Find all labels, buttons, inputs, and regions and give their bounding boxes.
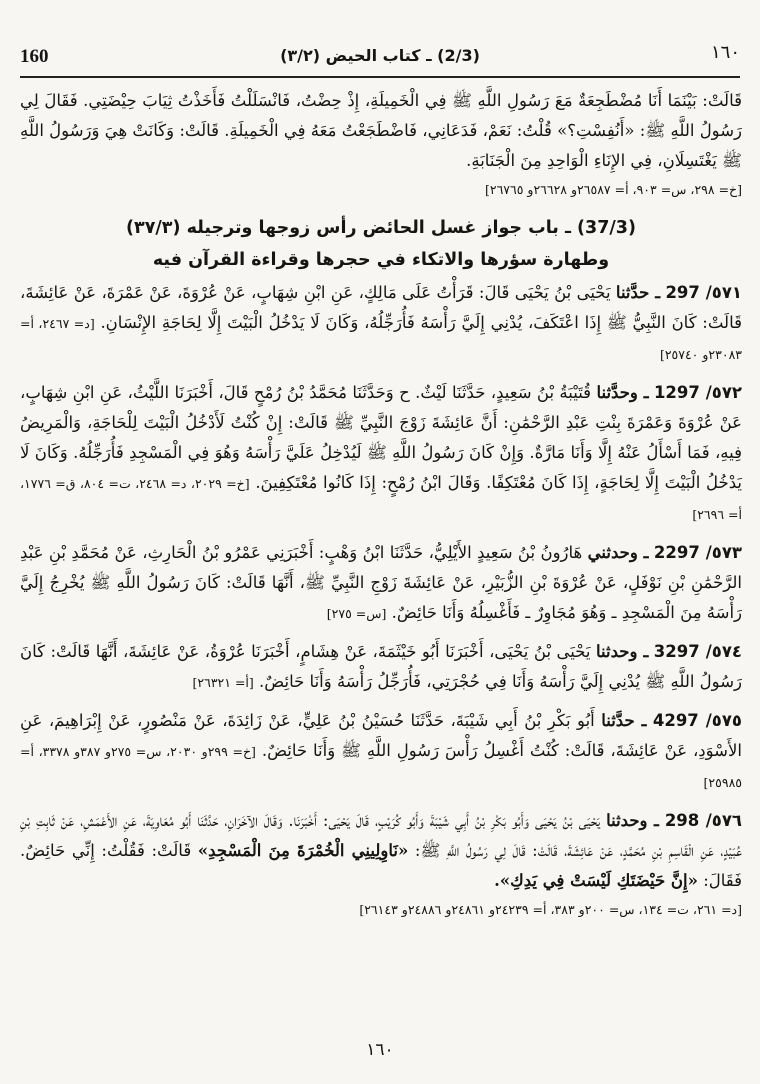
running-title: (2/3) ـ كتاب الحيض (٣/٢) bbox=[280, 46, 480, 65]
hadith-reference: [د= ٢٦١، ت= ١٣٤، س= ٢٠٠و ٣٨٣، أ= ٢٤٢٣٩و ٢٤٨٦١و ٢٤٨٨٦و ٢٦١٤٣] bbox=[359, 902, 742, 917]
hadith-572 bbox=[20, 378, 742, 530]
hadith-lead: ـ وحدثنا bbox=[606, 811, 659, 830]
hadith-text: يَحْيَى بْنُ يَحْيَى وَأَبُو بَكْرِ بْنُ أَبِي شَيْبَةَ وَأَبُو كُرَيْبٍ، قَالَ يَحْيَى: أَخْبَرَنَا. وَقَالَ الآخَرَانِ، حَدَّثَنَا أَبُو مُعَاوِيَةَ، عَنِ الأَعْمَشِ، عَنْ ثَابِتِ بْنِ عُبَيْدٍ، عَنِ الْقَاسِمِ بْنِ مُحَمَّدٍ، عَنْ عَائِشَةَ، قَالَتْ: قَالَ لِي رَسُولُ اللَّهِ ﷺ: bbox=[20, 811, 743, 860]
hadith-quote: «إِنَّ حَيْضَتَكِ لَيْسَتْ فِي يَدِكِ». bbox=[494, 871, 698, 890]
hadith-text: هَارُونُ بْنُ سَعِيدٍ الأَيْلِيُّ، حَدَّثَنَا ابْنُ وَهْبٍ: أَخْبَرَنِي عَمْرُو بْنُ الْحَارِثِ، عَنْ مُحَمَّدِ بْنِ عَبْدِ الرَّحْمَٰنِ بْنِ نَوْفَلٍ، عَنْ عُرْوَةَ بْنِ الزُّبَيْرِ، عَنْ عَائِشَةَ زَوْجِ النَّبِيِّ ﷺ، أَنَّهَا قَالَتْ: كَانَ رَسُولُ اللَّهِ ﷺ يُخْرِجُ إِلَيَّ رَأْسَهُ مِنَ الْمَسْجِدِ ـ وَهُوَ مُجَاوِرٌ ـ فَأَغْسِلُهُ وَأَنَا حَائِضٌ. bbox=[20, 543, 742, 622]
hadith-lead: ـ وحدَّثنا bbox=[596, 383, 649, 402]
hadith-text-continued: قَالَتْ: فَقُلْتُ: إِنِّي حَائِضٌ. فَقَالَ: bbox=[20, 841, 742, 890]
hadith-575 bbox=[20, 706, 742, 798]
chapter-heading-line2: وطهارة سؤرها والاتكاء في حجرها وقراءة القرآن فيه bbox=[152, 250, 610, 270]
page-number-latin: 160 bbox=[20, 46, 49, 67]
hadith-text: يَحْيَى بْنُ يَحْيَى قَالَ: قَرَأْتُ عَلَى مَالِكٍ، عَنِ ابْنِ شِهَابٍ، عَنْ عُرْوَةَ، عَنْ عَمْرَةَ، عَنْ عَائِشَةَ، قَالَتْ: كَانَ النَّبِيُّ ﷺ إِذَا اعْتَكَفَ، يُدْنِي إِلَيَّ رَأْسَهُ فَأُرَجِّلُهُ، وَكَانَ لَا يَدْخُلُ الْبَيْتَ إِلَّا لِحَاجَةِ الإِنْسَانِ. bbox=[20, 283, 742, 332]
hadith-number: ٥٧١/ 297 bbox=[665, 283, 742, 302]
hadith-number: ٥٧٤/ 3297 bbox=[653, 642, 742, 661]
intro-reference: [خ= ٢٩٨، س= ٩٠٣، أ= ٢٦٥٨٧و ٢٦٦٢٨و ٢٦٧٦٥] bbox=[484, 182, 742, 197]
hadith-lead: ـ وحدثنا bbox=[596, 642, 649, 661]
hadith-573 bbox=[20, 538, 742, 629]
hadith-reference: [س= ٢٧٥] bbox=[326, 606, 387, 621]
page-number-arabic: ١٦٠ bbox=[710, 42, 740, 63]
hadith-lead: ـ وحدثني bbox=[587, 543, 649, 562]
hadith-reference: [خ= ٢٠٢٩، د= ٢٤٦٨، ت= ٨٠٤، ق= ١٧٧٦، أ= ٢٦٩٦] bbox=[20, 476, 742, 522]
hadith-text: قُتَيْبَةُ بْنُ سَعِيدٍ، حَدَّثَنَا لَيْثٌ. ح وَحَدَّثَنَا مُحَمَّدُ بْنُ رُمْحٍ قَالَ، أَخْبَرَنَا اللَّيْثُ، عَنِ ابْنِ شِهَابٍ، عَنْ عُرْوَةَ وَعَمْرَةَ بِنْتِ عَبْدِ الرَّحْمَٰنِ: أَنَّ عَائِشَةَ زَوْجَ النَّبِيِّ ﷺ قَالَتْ: إِنْ كُنْتُ لَأَدْخُلُ الْبَيْتَ لِلْحَاجَةِ، وَالْمَرِيضُ فِيهِ، فَمَا أَسْأَلُ عَنْهُ إِلَّا وَأَنَا مَارَّةٌ. وَإِنْ كَانَ رَسُولُ اللَّهِ ﷺ لَيُدْخِلُ عَلَيَّ رَأْسَهُ وَهُوَ فِي الْمَسْجِدِ فَأُرَجِّلُهُ. وَكَانَ لَا يَدْخُلُ الْبَيْتَ إِلَّا لِحَاجَةٍ، إِذَا كَانَ مُعْتَكِفًا. وَقَالَ ابْنُ رُمْحٍ: إِذَا كَانُوا مُعْتَكِفِينَ. bbox=[20, 383, 742, 492]
hadith-571 bbox=[20, 278, 742, 370]
hadith-reference: [د= ٢٤٦٧، أ= ٢٣٠٨٣و ٢٥٧٤٠] bbox=[20, 316, 742, 362]
hadith-number: ٥٧٦/ 298 bbox=[664, 811, 742, 830]
hadith-lead: ـ حدَّثنا bbox=[601, 711, 647, 730]
hadith-reference: [أ= ٢٦٣٢١] bbox=[192, 675, 254, 690]
chapter-heading-line1: (37/3) ـ باب جواز غسل الحائض رأس زوجها وترجيله (٣٧/٣) bbox=[126, 218, 636, 238]
hadith-text: يَحْيَى بْنُ يَحْيَى، أَخْبَرَنَا أَبُو خَيْثَمَةَ، عَنْ هِشَامٍ، أَخْبَرَنَا عُرْوَةُ، عَنْ عَائِشَةَ، أَنَّهَا قَالَتْ: كَانَ رَسُولُ اللَّهِ ﷺ يُدْنِي إِلَيَّ رَأْسَهُ وَأَنَا فِي حُجْرَتِي، فَأُرَجِّلُ رَأْسَهُ وَأَنَا حَائِضٌ. bbox=[20, 642, 742, 691]
hadith-576 bbox=[20, 806, 742, 896]
page-header bbox=[20, 40, 740, 78]
hadith-574 bbox=[20, 637, 742, 698]
hadith-text: أَبُو بَكْرِ بْنُ أَبِي شَيْبَةَ، حَدَّثَنَا حُسَيْنُ بْنُ عَلِيٍّ، عَنْ زَائِدَةَ، عَنْ مَنْصُورٍ، عَنْ إِبْرَاهِيمَ، عَنِ الأَسْوَدِ، عَنْ عَائِشَةَ، قَالَتْ: كُنْتُ أَغْسِلُ رَأْسَ رَسُولِ اللَّهِ ﷺ وَأَنَا حَائِضٌ. bbox=[20, 711, 742, 760]
page-body bbox=[20, 86, 742, 922]
hadith-quote: «نَاوِلِينِي الْخُمْرَةَ مِنَ الْمَسْجِدِ» bbox=[197, 841, 409, 860]
hadith-number: ٥٧٣/ 2297 bbox=[653, 543, 742, 562]
hadith-number: ٥٧٥/ 4297 bbox=[652, 711, 742, 730]
intro-paragraph: قَالَتْ: بَيْنَمَا أَنَا مُضْطَجِعَةٌ مَعَ رَسُولِ اللَّهِ ﷺ فِي الْخَمِيلَةِ، إِذْ حِضْتُ، فَانْسَلَلْتُ فَأَخَذْتُ ثِيَابَ حِيْضَتِي. فَقَالَ لِي رَسُولُ اللَّهِ ﷺ: «أَنُفِسْتِ؟» قُلْتُ: نَعَمْ، فَدَعَانِي، فَاضْطَجَعْتُ مَعَهُ فِي الْخَمِيلَةِ. قَالَتْ: وَكَانَتْ هِيَ وَرَسُولُ اللَّهِ ﷺ يَغْتَسِلَانِ، فِي الإِنَاءِ الْوَاحِدِ مِنَ الْجَنَابَةِ. bbox=[20, 91, 742, 170]
page-footer-number: ١٦٠ bbox=[366, 1040, 394, 1060]
hadith-number: ٥٧٢/ 1297 bbox=[653, 383, 742, 402]
hadith-lead: ـ حدَّثنا bbox=[615, 283, 661, 302]
hadith-reference: [خ= ٢٩٩و ٢٠٣٠، س= ٢٧٥و ٣٨٧و ٣٣٧٨، أ= ٢٥٩٨٥] bbox=[20, 744, 742, 790]
